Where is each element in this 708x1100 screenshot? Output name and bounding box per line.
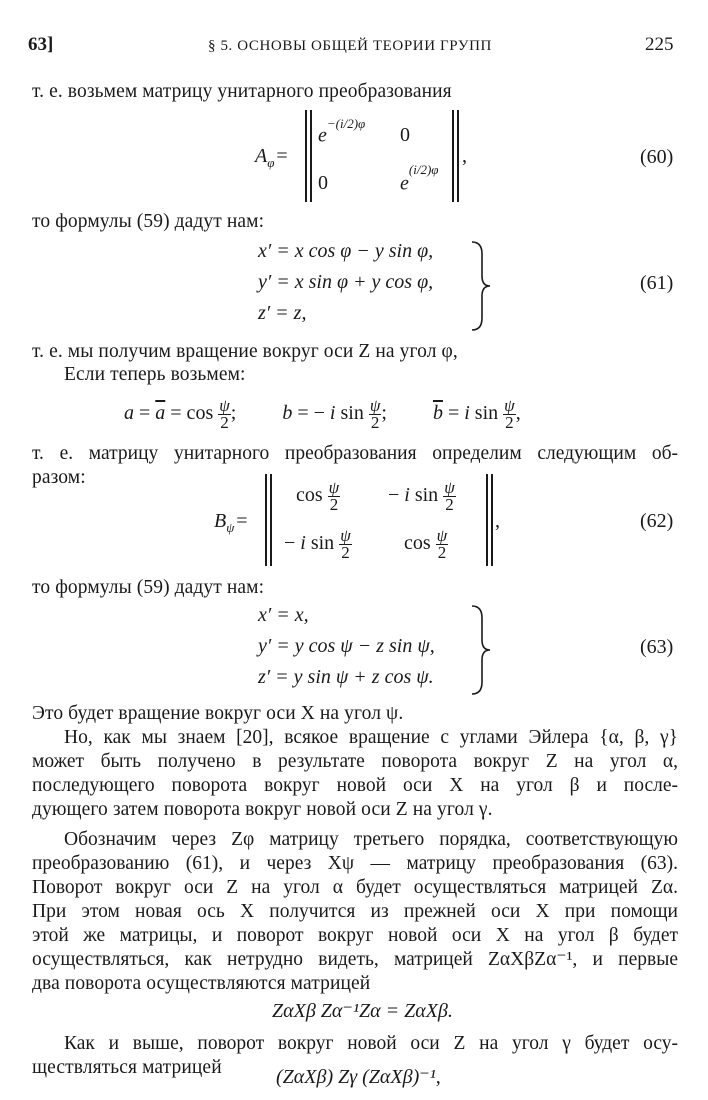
equation-line: z′ = z,	[258, 302, 307, 324]
equation-number: (63)	[640, 636, 674, 658]
matrix-cell: − i sin $\frac{\psi}{2}$	[284, 526, 351, 562]
header-title: § 5. ОСНОВЫ ОБЩЕЙ ТЕОРИИ ГРУПП	[208, 38, 492, 54]
matrix-cell: cos $\frac{\psi}{2}$	[296, 478, 340, 514]
matrix-cell: − i sin $\frac{\psi}{2}$	[388, 478, 455, 514]
text-line: последующего поворота вокруг новой оси X на угол β и после-	[32, 775, 678, 796]
text-line: Это будет вращение вокруг оси X на угол ψ.	[32, 703, 404, 724]
matrix-bar-right	[491, 474, 493, 566]
equation-line: z′ = y sin ψ + z cos ψ.	[258, 666, 434, 688]
equation-number: (60)	[640, 146, 674, 168]
text-line: два поворота осуществляются матрицей	[32, 973, 371, 994]
equation-line: x′ = x cos φ − y sin φ,	[258, 240, 434, 262]
matrix-cell: $e^{(i/2)\varphi}$	[400, 162, 439, 195]
text-line: ществляться матрицей	[32, 1057, 222, 1078]
text-line: При этом новая ось X получится из прежней оси X при помощи	[32, 901, 678, 922]
text-line: этой же матрицы, и поворот вокруг новой оси X на угол β будет	[32, 925, 678, 946]
header-section-ref: 63]	[28, 34, 54, 55]
right-brace-icon	[470, 240, 492, 332]
matrix-cell: $e^{-(i/2)\varphi}$	[318, 116, 366, 147]
equation-number: (62)	[640, 510, 674, 532]
equation-line: y′ = x sin φ + y cos φ,	[258, 271, 434, 293]
matrix-bar-right	[452, 110, 454, 202]
text-line: т. е. мы получим вращение вокруг оси Z на угол φ,	[32, 341, 458, 362]
matrix-bar-right	[486, 474, 488, 566]
equation-last: (ZαXβ) Zγ (ZαXβ)⁻¹,	[276, 1066, 441, 1088]
text-line: преобразованию (61), и через Xψ — матрицу преобразования (63).	[32, 853, 678, 874]
matrix-bar-left	[265, 474, 267, 566]
right-brace-icon	[470, 604, 492, 696]
matrix-lhs: A	[255, 145, 268, 167]
equation-number: (61)	[640, 272, 674, 294]
matrix-bar-right	[457, 110, 459, 202]
equation-zx: ZαXβ Zα⁻¹Zα = ZαXβ.	[272, 1000, 453, 1022]
page-number: 225	[645, 34, 674, 55]
matrix-cell: 0	[400, 124, 410, 146]
text-line: Обозначим через Zφ матрицу третьего порядка, соответствующую	[64, 829, 678, 850]
equation-line: x′ = x,	[258, 604, 309, 626]
matrix-cell: cos $\frac{\psi}{2}$	[404, 526, 448, 562]
matrix-lhs-sub: ψ	[226, 520, 235, 535]
matrix-cell: 0	[318, 172, 328, 194]
text-line: Но, как мы знаем [20], всякое вращение с углами Эйлера {α, β, γ}	[64, 727, 678, 748]
text-line: дующего затем поворота вокруг новой оси Z на угол γ.	[32, 799, 493, 820]
text-line: Если теперь возьмем:	[64, 364, 246, 385]
text-line: Как и выше, поворот вокруг новой оси Z на угол γ будет осу-	[64, 1033, 678, 1054]
text-line: Поворот вокруг оси Z на угол α будет осуществляться матрицей Zα.	[32, 877, 678, 898]
matrix-bar-left	[310, 110, 312, 202]
matrix-lhs: B	[214, 510, 227, 532]
book-page: 63] § 5. ОСНОВЫ ОБЩЕЙ ТЕОРИИ ГРУПП 225 т. е. возьмем матрицу унитарного преобразования $A_\varphi$ = $e^{-(i/2)\varphi}$ 0 0 $e^{(i/2)\varphi}$ , (60) то формулы (59) дадут нам: x′ = x cos φ − y sin φ, y′ = x sin φ + y cos φ, z′ = z, (61) т. е. мы получим вращение вокруг оси Z на угол φ, Если теперь возьмем: $a = \overline{a} = \cos$ $\frac{\psi}{2}$ ; b = − i sin $\frac{\psi}{2}$ ; $\overline{b} = i$ sin $\frac{\psi}{2}$ , т. е. матрицу унитарного преобразования определим следующим об- разом: $B_\psi$ = cos $\frac{\psi}{2}$ − i sin $\frac{\psi}{2}$ − i sin $\frac{\psi}{2}$ cos $\frac{\psi}{2}$ , (62) то формулы (59) дадут нам: x′ = x, y′ = y cos ψ − z sin ψ, z′ = y sin ψ + z cos ψ. (63) Это будет вращение вокруг оси X на угол ψ. Но, как мы знаем [20], всякое вращение с углами Эйлера {α, β, γ} может быть получено в результате поворота вокруг Z на угол α, последующего поворота вокруг новой оси X на угол β и после- дующего затем поворота вокруг новой оси Z на угол γ. Обозначим через Zφ матрицу третьего порядка, соответствующую преобразованию (61), и через Xψ — матрицу преобразования (63). Поворот вокруг оси Z на угол α будет осуществляться матрицей Zα. При этом новая ось X получится из прежней оси X при помощи этой же матрицы, и поворот вокруг новой оси X на угол β будет осуществляться, как нетрудно видеть, матрицей ZαXβZα⁻¹, и первые два поворота осуществляются матрицей ZαXβ Zα⁻¹Zα = ZαXβ. Как и выше, поворот вокруг новой оси Z на угол γ будет осу- ществляться матрицей (ZαXβ) Zγ (ZαXβ)⁻¹,	[28, 34, 678, 1088]
text-line: т. е. матрицу унитарного преобразования определим следующим об-	[32, 443, 678, 464]
text-line: осуществляться, как нетрудно видеть, матрицей ZαXβZα⁻¹, и первые	[32, 949, 678, 970]
text-line: разом:	[32, 467, 86, 488]
equation-abc: $a = \overline{a} = \cos$ $\frac{\psi}{2}$ ; b = − i sin $\frac{\psi}{2}$ ; $\overline{b} = i$ sin $\frac{\psi}{2}$ ,	[124, 396, 521, 432]
equation-line: y′ = y cos ψ − z sin ψ,	[258, 635, 435, 657]
matrix-lhs-sub: φ	[267, 155, 275, 170]
text-line: то формулы (59) дадут нам:	[32, 211, 265, 232]
matrix-bar-left	[270, 474, 272, 566]
matrix-bar-left	[305, 110, 307, 202]
text-line: то формулы (59) дадут нам:	[32, 577, 265, 598]
text-line: т. е. возьмем матрицу унитарного преобразования	[32, 81, 452, 102]
text-line: может быть получено в результате поворота вокруг Z на угол α,	[32, 751, 678, 772]
